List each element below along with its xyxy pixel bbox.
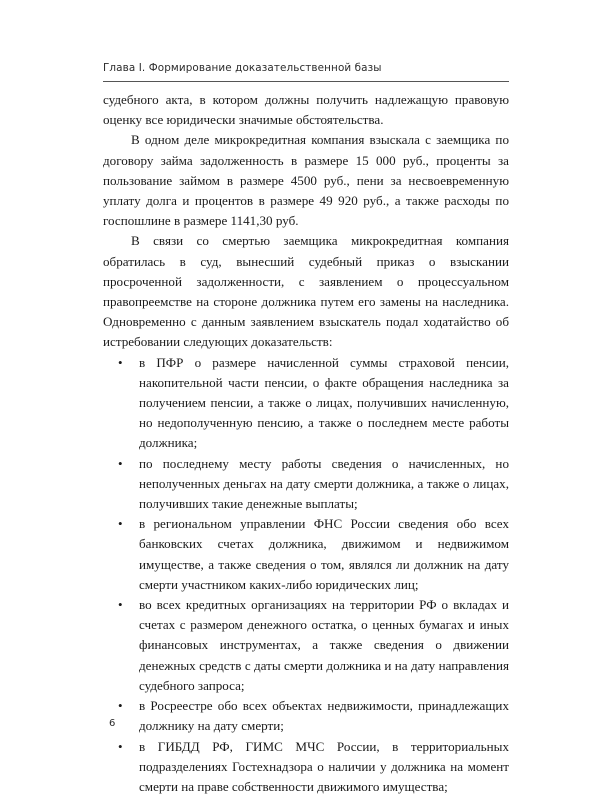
list-item [103, 696, 509, 736]
bullet-icon: • [118, 696, 123, 716]
list-item [103, 454, 509, 515]
list-item-text: в региональном управлении ФНС России сведения обо всех банковских счетах должника, движимом и недвижимом имуществе, а также сведения о том, являлся ли должник на дату смерти участником каких-либо юридических лиц; [139, 516, 509, 592]
list-item-text: в ПФР о размере начисленной суммы страховой пенсии, накопительной части пенсии, о факте обращения наследника за получением пенсии, а также о лицах, получивших начисленную, но недополученную пенсию, а также о последнем месте работы должника; [139, 355, 509, 451]
list-item-text: по последнему месту работы сведения о начисленных, но неполученных деньгах на дату смерти должника, а также о лицах, получивших такие денежные выплаты; [139, 456, 509, 511]
bullet-icon: • [118, 595, 123, 615]
bullet-icon: • [118, 737, 123, 757]
paragraph-case-description: В одном деле микрокредитная компания взыскала с заемщика по договору займа задолженность в размере 15 000 руб., проценты за пользование займом в размере 4500 руб., пени за несвоевременную уплату долга и процентов в размере 49 920 руб., а также расходы по госпошлине в размере 1141,30 руб. [103, 130, 509, 231]
list-item [103, 595, 509, 696]
body-text [103, 90, 509, 797]
bullet-icon: • [118, 454, 123, 474]
bullet-icon: • [118, 353, 123, 373]
list-item [103, 353, 509, 454]
list-item-text: в Росреестре обо всех объектах недвижимости, принадлежащих должнику на дату смерти; [139, 698, 509, 733]
list-item [103, 737, 509, 797]
header-rule [103, 81, 509, 82]
list-item-text: в ГИБДД РФ, ГИМС МЧС России, в территориальных подразделениях Гостехнадзора о наличии у должника на момент смерти на праве собственности движимого имущества; [139, 739, 509, 794]
evidence-list [103, 353, 509, 797]
list-item [103, 514, 509, 595]
bullet-icon: • [118, 514, 123, 534]
paragraph-succession-request: В связи со смертью заемщика микрокредитная компания обратилась в суд, вынесший судебный приказ о взыскании просроченной задолженности, с заявлением о процессуальном правопреемстве на стороне должника путем его замены на наследника. Одновременно с данным заявлением взыскатель подал ходатайство об истребовании следующих доказательств: [103, 231, 509, 352]
page-number: 6 [109, 718, 115, 729]
paragraph-continuation: судебного акта, в котором должны получить надлежащую правовую оценку все юридически значимые обстоятельства. [103, 90, 509, 130]
list-item-text: во всех кредитных организациях на территории РФ о вкладах и счетах с размером денежного остатка, о ценных бумагах и иных финансовых инструментах, а также сведения о движении денежных средств с даты смерти должника и на дату направления судебного запроса; [139, 597, 509, 693]
running-head: Глава I. Формирование доказательственной базы [103, 62, 382, 74]
